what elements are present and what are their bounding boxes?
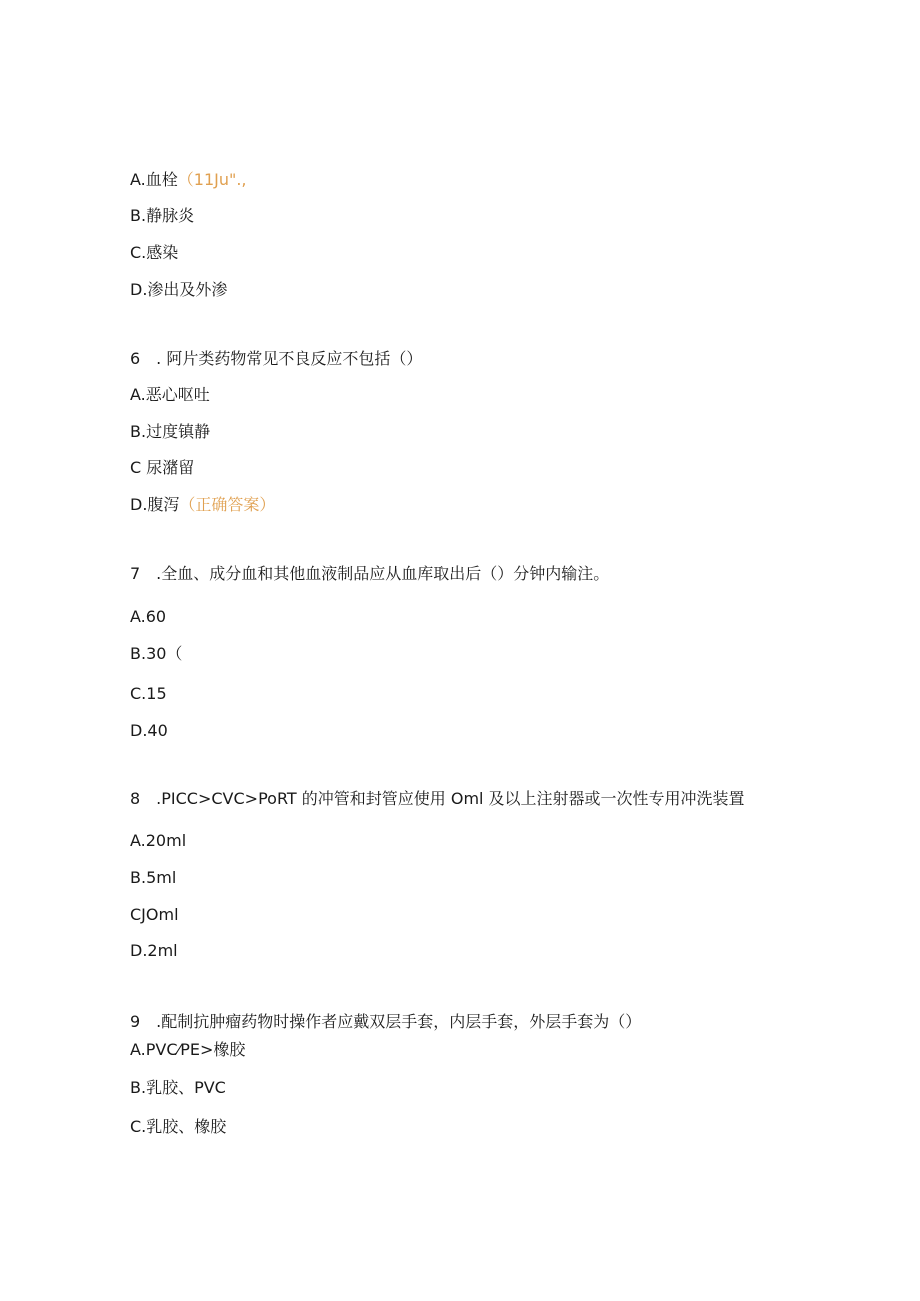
option-text: C.乳胶、橡胶 [130,1117,227,1136]
answer-note: （11Ju"., [177,170,247,189]
q6-option-a [130,384,210,406]
option-text: C.15 [130,684,167,703]
q8-option-a [130,830,186,852]
q6-question: 6 . 阿片类药物常见不良反应不包括（） [130,349,423,368]
option-text: B.30（ [130,644,183,663]
q8-option-d [130,940,178,962]
q5-option-d [130,279,227,301]
option-text: D.渗出及外渗 [130,280,228,299]
option-text: B.过度镇静 [130,422,211,441]
q6-option-d [130,494,275,516]
q9-option-c [130,1116,226,1138]
option-text: B.静脉炎 [130,206,195,225]
option-text: B.5ml [130,868,177,887]
q9-question: 9 .配制抗肿瘤药物时操作者应戴双层手套，内层手套，外层手套为（） [130,1012,642,1031]
option-text: C.感染 [130,243,179,262]
q7-option-c [130,683,167,705]
q9-option-b [130,1077,226,1099]
option-text: A.血栓 [130,170,178,189]
correct-answer-note: （正确答案） [179,495,276,514]
option-text: B.乳胶、PVC [130,1078,226,1097]
q7-option-d [130,720,168,742]
q5-option-a [130,169,247,191]
option-text: A.20ml [130,831,187,850]
option-text: A.60 [130,607,167,626]
option-text: D.40 [130,721,168,740]
q9-option-a [130,1039,245,1061]
q8-option-c [130,904,179,926]
option-text: A.恶心呕吐 [130,385,210,404]
option-text: D.腹泻 [130,495,180,514]
q8-question: 8 .PICC>CVC>PoRT 的冲管和封管应使用 Oml 及以上注射器或一次性专用冲洗装置 [130,789,745,808]
q7-option-a [130,606,166,628]
option-text: CJOml [130,905,179,924]
option-text: D.2ml [130,941,178,960]
q5-option-c [130,242,178,264]
q8-option-b [130,867,176,889]
option-text: C 尿潴留 [130,458,195,477]
q7-option-b [130,643,182,665]
option-text: A.PVC⁄PE>橡胶 [130,1040,246,1059]
q6-option-b [130,421,210,443]
q5-option-b [130,205,194,227]
q6-option-c [130,457,194,479]
q7-question: 7 .全血、成分血和其他血液制品应从血库取出后（）分钟内输注。 [130,564,610,583]
